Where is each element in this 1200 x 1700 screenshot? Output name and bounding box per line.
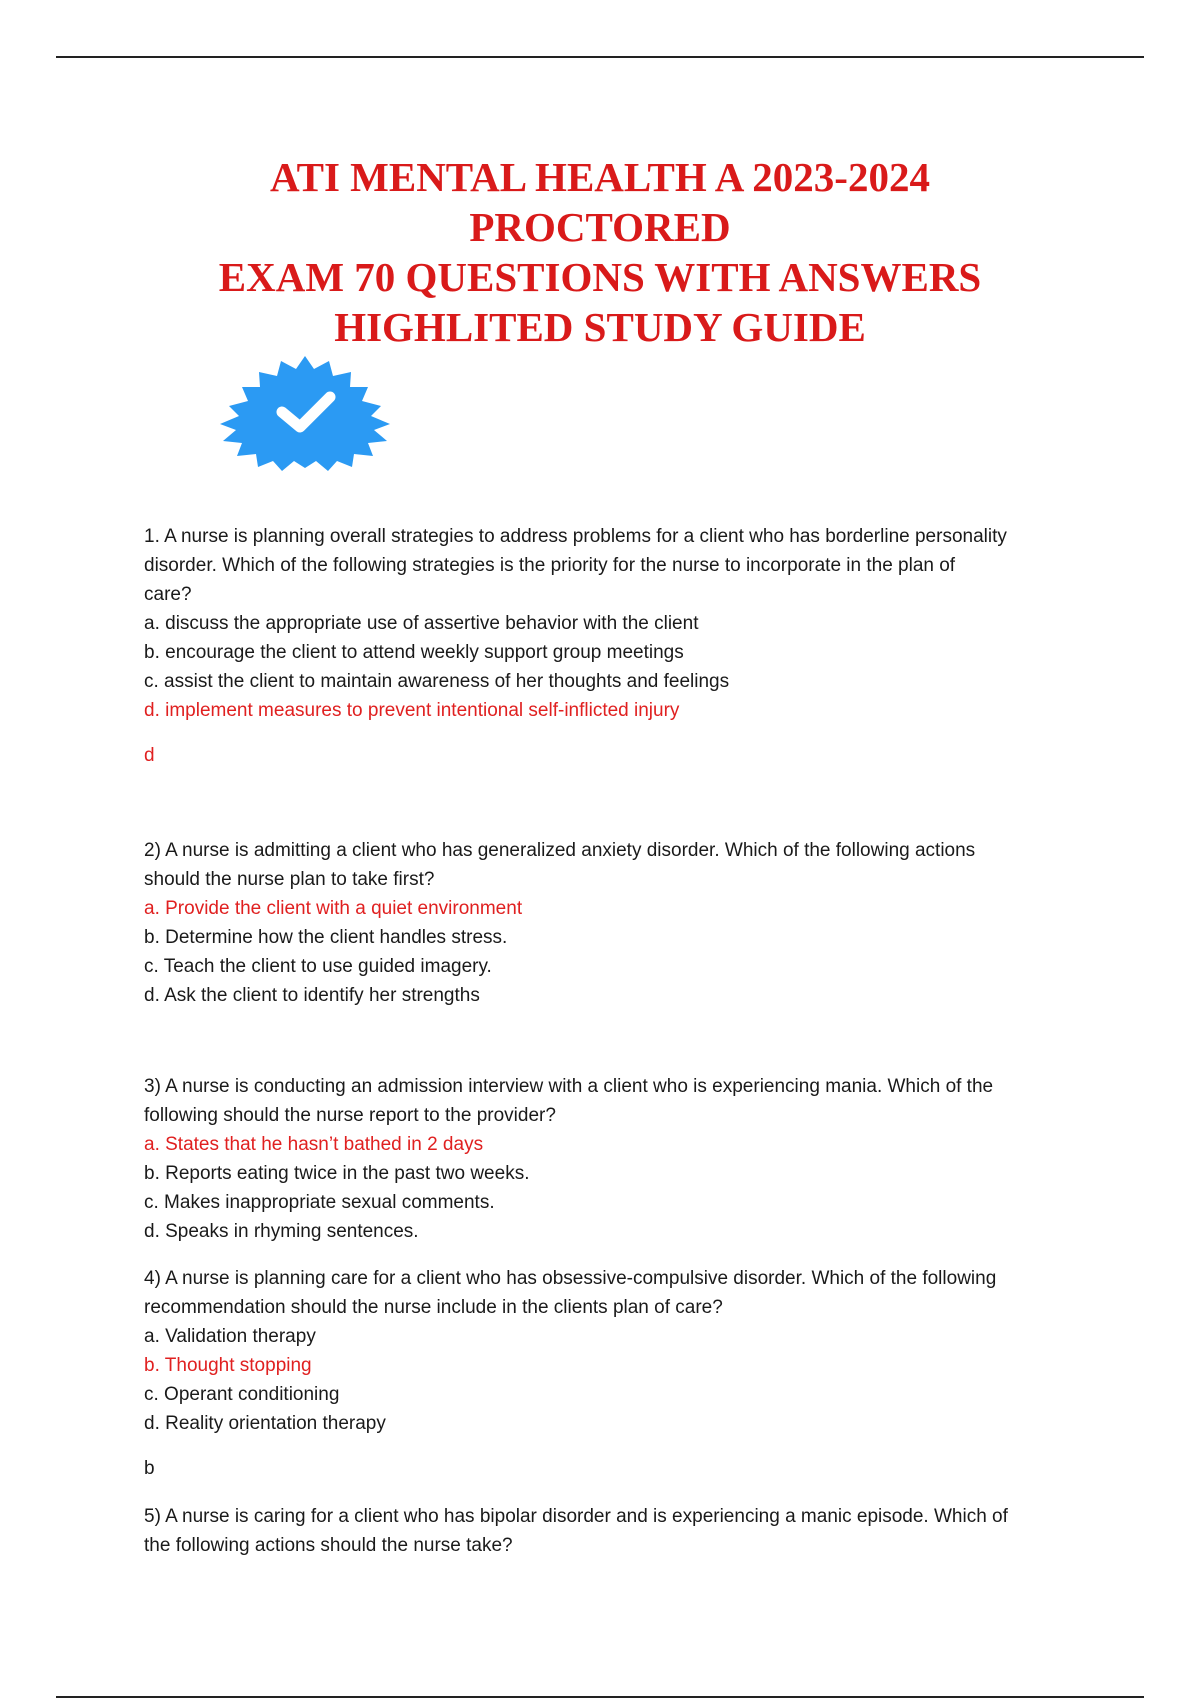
answer-option: d. Reality orientation therapy bbox=[144, 1413, 386, 1434]
verified-check-badge-icon bbox=[206, 352, 404, 472]
top-rule bbox=[56, 56, 1144, 58]
answer-key: b bbox=[144, 1458, 155, 1479]
answer-option: b. Determine how the client handles stress. bbox=[144, 927, 508, 948]
question-1 bbox=[144, 522, 1084, 770]
answer-option: c. assist the client to maintain awareness of her thoughts and feelings bbox=[144, 671, 730, 692]
page-title bbox=[140, 152, 1060, 352]
answer-key: d bbox=[144, 745, 155, 766]
bottom-rule bbox=[56, 1696, 1144, 1698]
title-line: ATI MENTAL HEALTH A 2023-2024 PROCTORED bbox=[270, 154, 930, 250]
answer-option: c. Operant conditioning bbox=[144, 1384, 340, 1405]
answer-option: c. Makes inappropriate sexual comments. bbox=[144, 1192, 495, 1213]
badge-shape bbox=[220, 356, 390, 471]
answer-option: a. Validation therapy bbox=[144, 1326, 316, 1347]
question-stem: disorder. Which of the following strategies is the priority for the nurse to incorporate in the plan of bbox=[144, 555, 956, 576]
question-2 bbox=[144, 836, 1084, 1010]
correct-answer-option: b. Thought stopping bbox=[144, 1355, 312, 1376]
question-stem: recommendation should the nurse include in the clients plan of care? bbox=[144, 1297, 723, 1318]
answer-option: a. discuss the appropriate use of assertive behavior with the client bbox=[144, 613, 699, 634]
title-line: HIGHLITED STUDY GUIDE bbox=[334, 304, 866, 350]
question-3 bbox=[144, 1072, 1084, 1246]
question-4 bbox=[144, 1264, 1084, 1483]
question-stem: 5) A nurse is caring for a client who has bipolar disorder and is experiencing a manic episode. Which of bbox=[144, 1506, 1008, 1527]
answer-option: d. Speaks in rhyming sentences. bbox=[144, 1221, 419, 1242]
question-stem: 4) A nurse is planning care for a client who has obsessive-compulsive disorder. Which of the following bbox=[144, 1268, 997, 1289]
correct-answer-option: d. implement measures to prevent intentional self-inflicted injury bbox=[144, 700, 680, 721]
answer-option: b. encourage the client to attend weekly support group meetings bbox=[144, 642, 684, 663]
question-stem: following should the nurse report to the provider? bbox=[144, 1105, 556, 1126]
answer-option: c. Teach the client to use guided imagery. bbox=[144, 956, 492, 977]
answer-option: d. Ask the client to identify her strengths bbox=[144, 985, 480, 1006]
correct-answer-option: a. States that he hasn’t bathed in 2 days bbox=[144, 1134, 484, 1155]
question-5 bbox=[144, 1502, 1084, 1560]
question-stem: care? bbox=[144, 584, 192, 605]
question-stem: 1. A nurse is planning overall strategies to address problems for a client who has borderline personality bbox=[144, 526, 1007, 547]
question-stem: 3) A nurse is conducting an admission interview with a client who is experiencing mania. Which of the bbox=[144, 1076, 994, 1097]
question-stem: the following actions should the nurse take? bbox=[144, 1535, 513, 1556]
correct-answer-option: a. Provide the client with a quiet environment bbox=[144, 898, 523, 919]
title-line: EXAM 70 QUESTIONS WITH ANSWERS bbox=[218, 254, 982, 300]
answer-option: b. Reports eating twice in the past two weeks. bbox=[144, 1163, 530, 1184]
question-stem: should the nurse plan to take first? bbox=[144, 869, 435, 890]
question-stem: 2) A nurse is admitting a client who has generalized anxiety disorder. Which of the following actions bbox=[144, 840, 976, 861]
